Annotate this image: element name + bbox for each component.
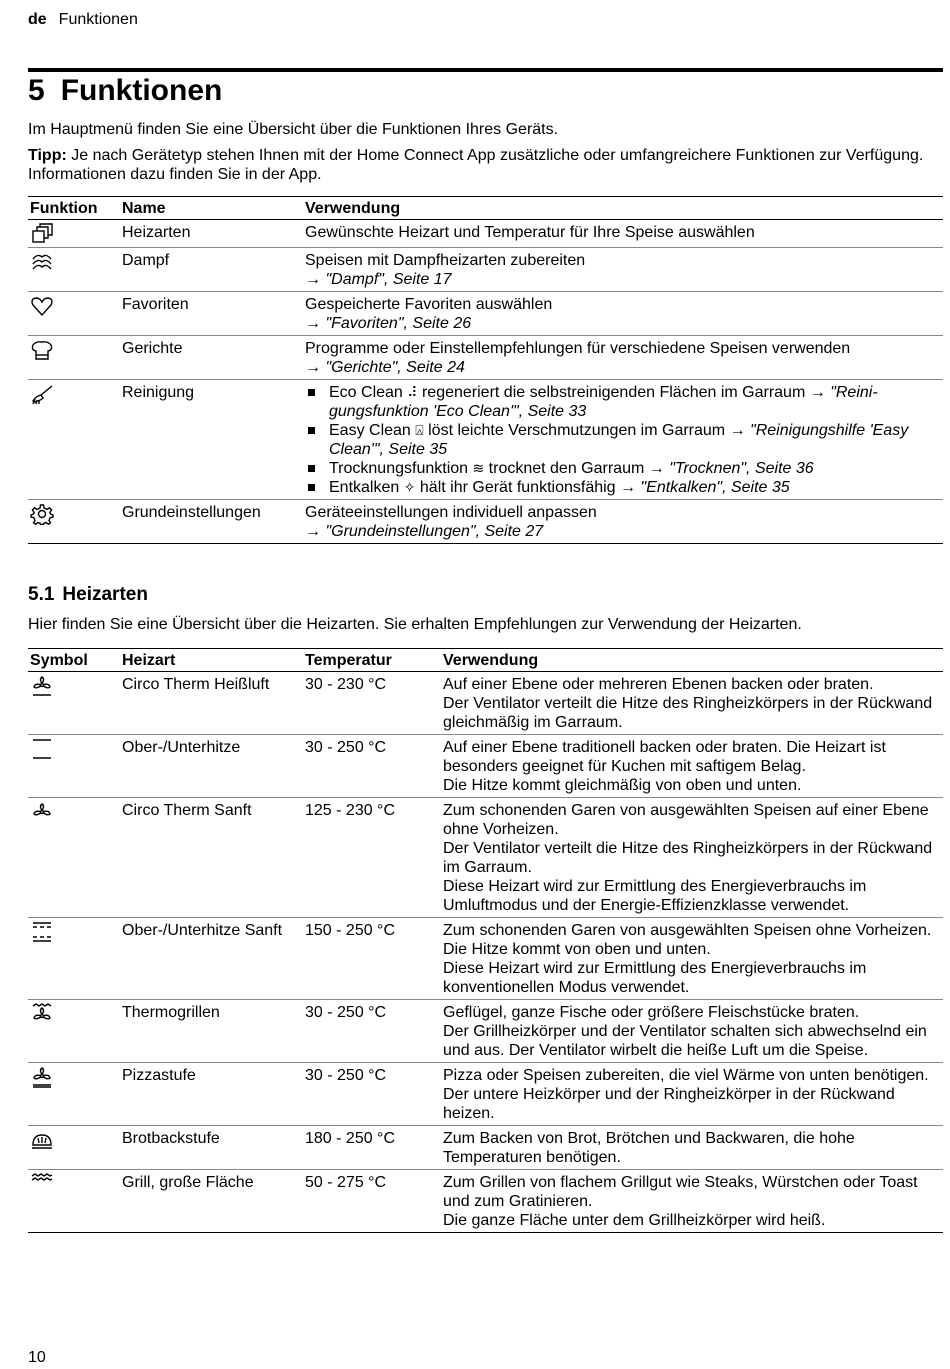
- usage-line: Pizza oder Speisen zubereiten, die viel Wärme von unten benötigen.: [443, 1067, 929, 1084]
- heating-usage: [441, 798, 943, 918]
- function-name: Gerichte: [120, 336, 303, 380]
- subsection-intro: Hier finden Sie eine Übersicht über die Heizarten. Sie erhalten Empfehlungen zur Verwendung der Heizarten.: [28, 616, 802, 633]
- circo-therm-gentle-icon: [30, 801, 54, 823]
- page-reference: → "Grundeinstellungen", Seite 27: [305, 523, 544, 540]
- heating-usage: [441, 672, 943, 735]
- col-header-symbol: Symbol: [28, 649, 120, 672]
- header-section: Funktionen: [58, 11, 138, 28]
- cleaning-list: [305, 383, 941, 497]
- usage-line: Der Ventilator verteilt die Hitze des Ringheizkörpers in der Rückwand im Garraum.: [443, 840, 933, 876]
- heart-icon: [30, 295, 54, 317]
- heating-temperature: 30 - 250 °C: [303, 1000, 441, 1063]
- heating-temperature: 125 - 230 °C: [303, 798, 441, 918]
- function-name: Reinigung: [120, 380, 303, 500]
- function-name: Grundeinstellungen: [120, 500, 303, 544]
- heating-usage: [441, 1170, 943, 1233]
- usage-line: Die ganze Fläche unter dem Grillheizkörper wird heiß.: [443, 1212, 826, 1229]
- tip-paragraph: [28, 146, 943, 184]
- heating-header-row: [28, 649, 943, 672]
- heating-usage: [441, 1000, 943, 1063]
- top-bottom-heat-icon: [30, 738, 54, 760]
- col-header-temperature: Temperatur: [303, 649, 441, 672]
- table-row: [28, 292, 943, 336]
- table-row: [28, 336, 943, 380]
- heating-mode-name: Ober-/Unterhitze: [120, 735, 303, 798]
- usage-line: Der Ventilator verteilt die Hitze des Ringheizkörpers in der Rückwand gleichmäßig im Garraum.: [443, 695, 933, 731]
- list-item: Trocknungsfunktion ≋ trocknet den Garraum → "Trocknen", Seite 36: [305, 459, 941, 478]
- heating-mode-name: Pizzastufe: [120, 1063, 303, 1126]
- usage-line: Zum Backen von Brot, Brötchen und Backwaren, die hohe Temperaturen benötigen.: [443, 1130, 855, 1166]
- tip-label: Tipp:: [28, 147, 67, 164]
- heating-temperature: 30 - 230 °C: [303, 672, 441, 735]
- usage-line: Geflügel, ganze Fische oder größere Fleischstücke braten.: [443, 1004, 860, 1021]
- usage-line: Der Grillheizkörper und der Ventilator schalten sich abwechselnd ein und aus. Der Ventilator wirbelt die heiße Luft um die Speise.: [443, 1023, 927, 1059]
- table-row: [28, 500, 943, 544]
- usage-line: Zum schonenden Garen von ausgewählten Speisen auf einer Ebene ohne Vorheizen.: [443, 802, 929, 838]
- heating-temperature: 30 - 250 °C: [303, 1063, 441, 1126]
- thermo-grill-icon: [30, 1003, 54, 1025]
- table-row: [28, 918, 943, 1000]
- tip-text: Je nach Gerätetyp stehen Ihnen mit der Home Connect App zusätzliche oder umfangreichere Funktionen zur Verfügung. Informationen dazu finden Sie in der App.: [28, 147, 924, 183]
- table-row: [28, 798, 943, 918]
- cleaning-brush-icon: [30, 383, 54, 405]
- heating-temperature: 50 - 275 °C: [303, 1170, 441, 1233]
- usage-line: Diese Heizart wird zur Ermittlung des Energieverbrauchs im Umluftmodus und der Energie-Effizienzklasse verwendet.: [443, 878, 867, 914]
- functions-table: [28, 196, 943, 544]
- usage-line: Diese Heizart wird zur Ermittlung des Energieverbrauchs im konventionellen Modus verwendet.: [443, 960, 867, 996]
- page-title: [28, 72, 222, 110]
- section-title: Funktionen: [60, 74, 223, 107]
- circo-therm-icon: [30, 675, 54, 697]
- subsection-title: 5.1 Heizarten: [28, 584, 148, 605]
- usage-line: Die Hitze kommt gleichmäßig von oben und unten.: [443, 777, 802, 794]
- drying-icon: ≋: [472, 460, 485, 476]
- table-row: [28, 248, 943, 292]
- table-row: [28, 1000, 943, 1063]
- functions-header-row: [28, 197, 943, 220]
- page-number: 10: [28, 1349, 46, 1366]
- list-item: Easy Clean ⍓ löst leichte Verschmutzungen im Garraum → "Reinigungshilfe 'Easy Clean'", Seite 35: [305, 421, 941, 459]
- table-row: [28, 220, 943, 248]
- heating-modes-table: [28, 648, 943, 1233]
- eco-clean-icon: ⠼: [407, 384, 418, 400]
- function-name: Dampf: [120, 248, 303, 292]
- heating-mode-name: Circo Therm Sanft: [120, 798, 303, 918]
- table-row: [28, 1063, 943, 1126]
- chef-hat-icon: [30, 339, 54, 361]
- list-item: Eco Clean ⠼ regeneriert die selbstreinigenden Flächen im Garraum → "Reinigungsfunktion 'Eco Clean'", Seite 33: [305, 383, 941, 421]
- steam-icon: [30, 251, 54, 273]
- col-header-heating-mode: Heizart: [120, 649, 303, 672]
- page-reference: → "Favoriten", Seite 26: [305, 315, 472, 332]
- function-name: Heizarten: [120, 220, 303, 248]
- function-usage: Gespeicherte Favoriten auswählen: [305, 296, 553, 313]
- usage-line: Zum schonenden Garen von ausgewählten Speisen ohne Vorheizen.: [443, 922, 932, 939]
- easy-clean-icon: ⍓: [415, 422, 424, 438]
- table-row: [28, 1170, 943, 1233]
- table-row: [28, 735, 943, 798]
- heating-usage: [441, 1126, 943, 1170]
- page-reference: → "Gerichte", Seite 24: [305, 359, 465, 376]
- pizza-setting-icon: [30, 1066, 54, 1088]
- heating-temperature: 150 - 250 °C: [303, 918, 441, 1000]
- usage-line: Auf einer Ebene traditionell backen oder braten. Die Heizart ist besonders geeignet für Kuchen mit saftigem Belag.: [443, 739, 886, 775]
- heating-mode-name: Ober-/Unterhitze Sanft: [120, 918, 303, 1000]
- heating-temperature: 180 - 250 °C: [303, 1126, 441, 1170]
- heating-mode-name: Grill, große Fläche: [120, 1170, 303, 1233]
- list-item: Entkalken ✧ hält ihr Gerät funktionsfähig → "Entkalken", Seite 35: [305, 478, 941, 497]
- usage-line: Auf einer Ebene oder mehreren Ebenen backen oder braten.: [443, 676, 874, 693]
- section-number: 5: [28, 74, 45, 107]
- col-header-usage: Verwendung: [303, 197, 943, 220]
- col-header-name: Name: [120, 197, 303, 220]
- function-usage: Gewünschte Heizart und Temperatur für Ihre Speise auswählen: [303, 220, 943, 248]
- usage-line: Zum Grillen von flachem Grillgut wie Steaks, Würstchen oder Toast und zum Gratinieren.: [443, 1174, 918, 1210]
- table-row: [28, 380, 943, 500]
- function-usage: Speisen mit Dampfheizarten zubereiten: [305, 252, 586, 269]
- usage-line: Die Hitze kommt von oben und unten.: [443, 941, 711, 958]
- col-header-usage: Verwendung: [441, 649, 943, 672]
- heating-modes-icon: [30, 223, 54, 245]
- running-header: [28, 10, 138, 29]
- heating-temperature: 30 - 250 °C: [303, 735, 441, 798]
- gear-icon: [30, 503, 54, 525]
- language-code: de: [28, 11, 47, 28]
- table-row: [28, 1126, 943, 1170]
- function-usage: Geräteeinstellungen individuell anpassen: [305, 504, 597, 521]
- intro-text: Im Hauptmenü finden Sie eine Übersicht über die Funktionen Ihres Geräts.: [28, 121, 559, 138]
- function-usage: Programme oder Einstellempfehlungen für verschiedene Speisen verwenden: [305, 340, 851, 357]
- bread-baking-icon: [30, 1129, 54, 1151]
- full-grill-icon: [30, 1173, 54, 1195]
- usage-line: Der untere Heizkörper und der Ringheizkörper in der Rückwand heizen.: [443, 1086, 895, 1122]
- heating-mode-name: Brotbackstufe: [120, 1126, 303, 1170]
- col-header-function: Funktion: [28, 197, 120, 220]
- function-name: Favoriten: [120, 292, 303, 336]
- heating-usage: [441, 918, 943, 1000]
- descaling-icon: ✧: [403, 479, 416, 495]
- table-row: [28, 672, 943, 735]
- heating-usage: [441, 735, 943, 798]
- top-bottom-heat-gentle-icon: [30, 921, 54, 943]
- heating-mode-name: Thermogrillen: [120, 1000, 303, 1063]
- page-reference: → "Dampf", Seite 17: [305, 271, 452, 288]
- heating-usage: [441, 1063, 943, 1126]
- heating-mode-name: Circo Therm Heißluft: [120, 672, 303, 735]
